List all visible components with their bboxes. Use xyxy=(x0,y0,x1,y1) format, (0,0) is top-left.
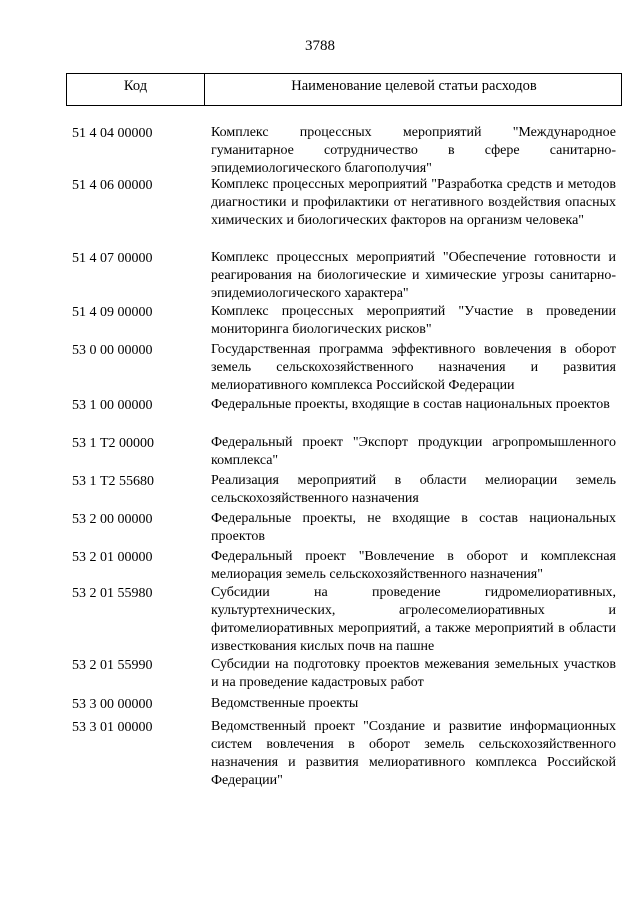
item-code: 53 1 Т2 55680 xyxy=(72,474,155,489)
item-description: Ведомственные проекты xyxy=(211,696,359,711)
item-description: Ведомственный проект "Создание и развитие информационных систем вовлечения в оборот земель сельскохозяйственного назначения и развития мелиоративного комплекса Российской Федерации" xyxy=(211,719,616,788)
list-item xyxy=(68,695,616,718)
item-description: Комплекс процессных мероприятий "Обеспечение готовности и реагирования на биологические и химические угрозы санитарно-эпидемиологического характера" xyxy=(211,250,616,301)
list-item xyxy=(68,249,616,303)
page-number: 3788 xyxy=(305,38,335,54)
item-description: Комплекс процессных мероприятий "Участие в проведении мониторинга биологических рисков" xyxy=(211,304,616,337)
item-description: Государственная программа эффективного вовлечения в оборот земель сельскохозяйственного назначения и развития мелиоративного комплекса Российской Федерации xyxy=(211,342,616,393)
list-item xyxy=(68,176,616,249)
item-description: Федеральные проекты, входящие в состав национальных проектов xyxy=(211,397,610,412)
item-code: 53 1 00 00000 xyxy=(72,398,153,413)
item-code: 53 2 01 55980 xyxy=(72,586,153,601)
column-header-code: Код xyxy=(123,78,148,94)
list-item xyxy=(68,396,616,434)
item-code: 53 2 01 55990 xyxy=(72,658,153,673)
item-code: 53 1 Т2 00000 xyxy=(72,436,155,451)
list-item xyxy=(68,718,616,792)
item-description: Субсидии на подготовку проектов межевания земельных участков и на проведение кадастровых работ xyxy=(211,657,616,690)
list-item xyxy=(68,341,616,396)
item-code: 53 3 00 00000 xyxy=(72,697,153,712)
column-header-name: Наименование целевой статьи расходов xyxy=(291,78,537,94)
list-item xyxy=(68,656,616,695)
item-code: 53 2 01 00000 xyxy=(72,550,153,565)
item-description: Федеральный проект "Экспорт продукции агропромышленного комплекса" xyxy=(211,435,616,468)
item-code: 53 2 00 00000 xyxy=(72,512,153,527)
list-item xyxy=(68,548,616,584)
list-item xyxy=(68,584,616,656)
list-item xyxy=(68,434,616,472)
list-item xyxy=(68,510,616,548)
item-description: Комплекс процессных мероприятий "Международное гуманитарное сотрудничество в сфере санитарно-эпидемиологического благополучия" xyxy=(211,125,616,176)
item-description: Федеральные проекты, не входящие в состав национальных проектов xyxy=(211,511,616,544)
item-description: Комплекс процессных мероприятий "Разработка средств и методов диагностики и профилактики от негативного воздействия опасных химических и биологических факторов на организм человека" xyxy=(211,177,616,228)
list-item xyxy=(68,303,616,341)
item-code: 51 4 06 00000 xyxy=(72,178,153,193)
list-item xyxy=(68,472,616,510)
item-description: Реализация мероприятий в области мелиорации земель сельскохозяйственного назначения xyxy=(211,473,616,506)
list-item xyxy=(68,124,616,176)
item-description: Федеральный проект "Вовлечение в оборот и комплексная мелиорация земель сельскохозяйственного назначения" xyxy=(211,549,616,582)
budget-items-list xyxy=(68,124,616,792)
item-code: 51 4 04 00000 xyxy=(72,126,153,141)
item-code: 53 0 00 00000 xyxy=(72,343,153,358)
item-code: 51 4 09 00000 xyxy=(72,305,153,320)
item-description: Субсидии на проведение гидромелиоративных, культуртехнических, агролесомелиоративных и фитомелиоративных мероприятий, а также мероприятий в области известкования кислых почв на пашне xyxy=(211,585,616,654)
item-code: 53 3 01 00000 xyxy=(72,720,153,735)
table-header xyxy=(66,73,622,106)
item-code: 51 4 07 00000 xyxy=(72,251,153,266)
